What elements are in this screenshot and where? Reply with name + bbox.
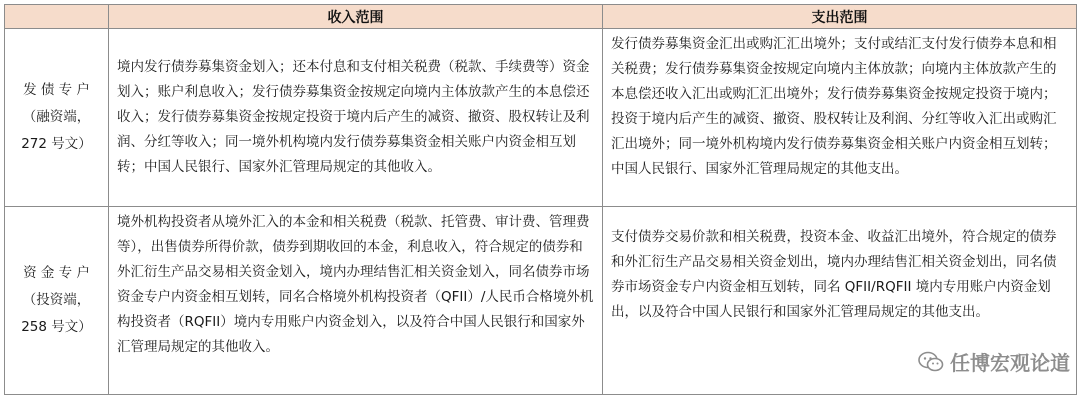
row-label-fund-account: 资 金 专 户 （投资端， 258 号文） bbox=[5, 207, 109, 395]
wechat-icon bbox=[918, 351, 944, 373]
account-scope-table bbox=[4, 4, 1077, 395]
header-income-scope: 收入范围 bbox=[109, 5, 603, 29]
income-scope-cell: 境外机构投资者从境外汇入的本金和相关税费（税款、托管费、审计费、管理费等），出售债券所得价款，债券到期收回的本金，利息收入，符合规定的债券和外汇衍生产品交易相关资金划入，境内办理结售汇相关资金划入，同名债券市场资金专户内资金相互划转，同名合格境外机构投资者（QFII）/人民币合格境外机构投资者（RQFII）境内专用账户内资金划入，以及符合中国人民银行和国家外汇管理局规定的其他收入。 bbox=[109, 207, 603, 395]
watermark-text: 任博宏观论道 bbox=[950, 351, 1070, 375]
table-row-fund-account bbox=[5, 207, 1077, 395]
header-row bbox=[5, 5, 1077, 29]
watermark bbox=[918, 347, 1070, 376]
expense-scope-cell: 支付债券交易价款和相关税费，投资本金、收益汇出境外，符合规定的债券和外汇衍生产品交易相关资金划出，境内办理结售汇相关资金划出，同名债券市场资金专户内资金相互划转，同名 QFII/RQFII 境内专用账户内资金划出，以及符合中国人民银行和国家外汇管理局规定的其他支出。 bbox=[603, 207, 1077, 395]
header-expense-scope: 支出范围 bbox=[603, 5, 1077, 29]
expense-scope-cell: 发行债券募集资金汇出或购汇汇出境外；支付或结汇支付发行债券本息和相关税费；发行债券募集资金按规定向境内主体放款；向境内主体放款产生的本息偿还收入汇出或购汇汇出境外；发行债券募集资金按规定投资于境内；投资于境内后产生的减资、撤资、股权转让及利润、分红等收入汇出或购汇汇出境外；同一境外机构境内发行债券募集资金相关账户内资金相互划转；中国人民银行、国家外汇管理局规定的其他支出。 bbox=[603, 29, 1077, 207]
table-row-issuance-account bbox=[5, 29, 1077, 207]
header-empty bbox=[5, 5, 109, 29]
income-scope-cell: 境内发行债券募集资金划入；还本付息和支付相关税费（税款、手续费等）资金划入；账户利息收入；发行债券募集资金按规定向境内主体放款产生的本息偿还收入；发行债券募集资金按规定投资于境内后产生的减资、撤资、股权转让及利润、分红等收入；同一境外机构境内发行债券募集资金相关账户内资金相互划转；中国人民银行、国家外汇管理局规定的其他收入。 bbox=[109, 29, 603, 207]
row-label-issuance-account: 发 债 专 户 （融资端， 272 号文） bbox=[5, 29, 109, 207]
